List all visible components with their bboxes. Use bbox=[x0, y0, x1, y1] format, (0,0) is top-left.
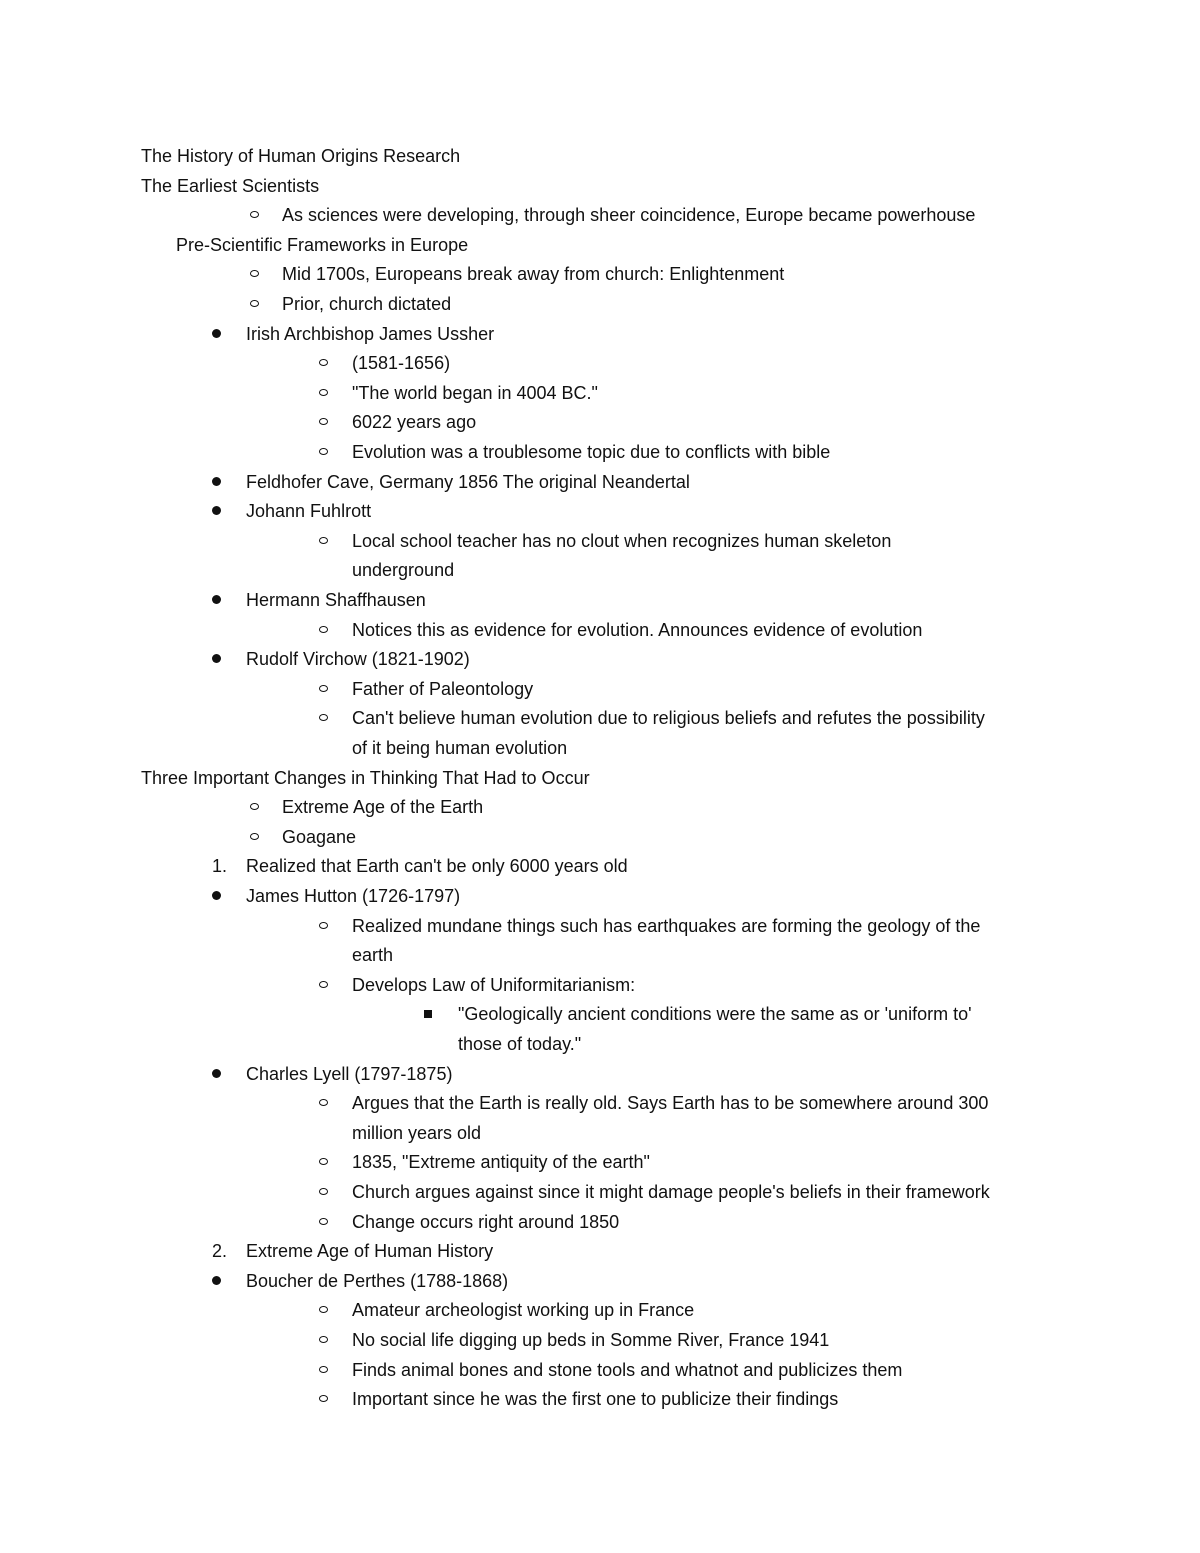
list-item-text: Local school teacher has no clout when recognizes human skeleton bbox=[352, 530, 892, 551]
list-item-text: Boucher de Perthes (1788-1868) bbox=[246, 1270, 509, 1291]
list-item-text: Prior, church dictated bbox=[282, 294, 452, 314]
bullet-ring-icon bbox=[319, 1395, 328, 1402]
document-line bbox=[0, 970, 1200, 1000]
bullet-ring-icon bbox=[319, 1366, 328, 1373]
list-item-text: Notices this as evidence for evolution. Announces evidence of evolution bbox=[352, 619, 923, 640]
bullet-ring-icon bbox=[250, 833, 259, 840]
bullet-ring-icon bbox=[319, 448, 328, 455]
heading-text: Three Important Changes in Thinking That Had to Occur bbox=[141, 767, 590, 788]
bullet-dot-icon bbox=[212, 654, 221, 663]
bullet-ring-icon bbox=[319, 981, 328, 988]
list-item-text: Amateur archeologist working up in France bbox=[352, 1300, 695, 1321]
list-item-text: As sciences were developing, through sheer coincidence, Europe became powerhouse bbox=[282, 205, 976, 226]
document-line bbox=[0, 763, 1200, 793]
list-item-text: Realized mundane things such has earthquakes are forming the geology of the bbox=[352, 915, 981, 936]
list-item-text: Can't believe human evolution due to religious beliefs and refutes the possibility bbox=[352, 708, 985, 729]
document-line bbox=[0, 1029, 1200, 1059]
bullet-ring-icon bbox=[319, 922, 328, 929]
bullet-dot-icon bbox=[212, 329, 221, 338]
document-line bbox=[0, 1177, 1200, 1207]
bullet-ring-icon bbox=[250, 300, 259, 307]
bullet-dot-icon bbox=[212, 891, 221, 900]
document-line bbox=[0, 200, 1200, 230]
list-item-text: Extreme Age of Human History bbox=[246, 1241, 494, 1262]
document-line bbox=[0, 1088, 1200, 1118]
list-item-text: "The world began in 4004 BC." bbox=[352, 382, 598, 403]
list-item-text: Goagane bbox=[282, 826, 357, 847]
document-line bbox=[0, 555, 1200, 585]
list-item-text: Father of Paleontology bbox=[352, 678, 534, 699]
bullet-ring-icon bbox=[319, 537, 328, 544]
list-item-text: Evolution was a troublesome topic due to conflicts with bible bbox=[352, 442, 831, 462]
document-line bbox=[0, 319, 1200, 349]
bullet-ring-icon bbox=[319, 1158, 328, 1165]
document-line bbox=[0, 851, 1200, 881]
document-line bbox=[0, 674, 1200, 704]
document-line bbox=[0, 644, 1200, 674]
list-item-text: 6022 years ago bbox=[352, 412, 477, 433]
document-line bbox=[0, 467, 1200, 497]
bullet-ring-icon bbox=[319, 418, 328, 425]
document-line bbox=[0, 289, 1200, 319]
list-item-text: underground bbox=[352, 560, 455, 581]
list-item-text: Feldhofer Cave, Germany 1856 The original Neandertal bbox=[246, 471, 690, 492]
list-item-text: Develops Law of Uniformitarianism: bbox=[352, 974, 636, 995]
document-line bbox=[0, 1059, 1200, 1089]
list-item-text: Hermann Shaffhausen bbox=[246, 590, 426, 610]
list-item-text: Johann Fuhlrott bbox=[246, 501, 372, 522]
list-item-text: (1581-1656) bbox=[352, 353, 451, 374]
bullet-dot-icon bbox=[212, 1276, 221, 1285]
list-item-text: 1835, "Extreme antiquity of the earth" bbox=[352, 1152, 650, 1173]
bullet-ring-icon bbox=[250, 270, 259, 277]
document-line bbox=[0, 1295, 1200, 1325]
document-line bbox=[0, 141, 1200, 171]
document-line bbox=[0, 703, 1200, 733]
document-line bbox=[0, 585, 1200, 615]
bullet-ring-icon bbox=[319, 389, 328, 396]
document-line bbox=[0, 1266, 1200, 1296]
list-item-text: Finds animal bones and stone tools and whatnot and publicizes them bbox=[352, 1359, 903, 1380]
document-line bbox=[0, 1207, 1200, 1237]
document-line bbox=[0, 1118, 1200, 1148]
document-line bbox=[0, 171, 1200, 201]
bullet-dot-icon bbox=[212, 506, 221, 515]
list-item-text: No social life digging up beds in Somme River, France 1941 bbox=[352, 1330, 830, 1350]
list-item-text: earth bbox=[352, 945, 394, 966]
list-item-text: Argues that the Earth is really old. Says Earth has to be somewhere around 300 bbox=[352, 1093, 989, 1114]
list-item-text: of it being human evolution bbox=[352, 738, 568, 758]
document-line bbox=[0, 407, 1200, 437]
document-line bbox=[0, 615, 1200, 645]
bullet-ring-icon bbox=[319, 359, 328, 366]
document-line bbox=[0, 733, 1200, 763]
bullet-square-icon bbox=[424, 1010, 432, 1018]
list-item-text: "Geologically ancient conditions were the same as or 'uniform to' bbox=[458, 1004, 972, 1025]
document-line bbox=[0, 526, 1200, 556]
list-item-text: those of today." bbox=[458, 1034, 582, 1054]
document-line bbox=[0, 940, 1200, 970]
bullet-ring-icon bbox=[319, 714, 328, 721]
bullet-dot-icon bbox=[212, 477, 221, 486]
list-item-text: Change occurs right around 1850 bbox=[352, 1211, 620, 1232]
list-item-text: Church argues against since it might damage people's beliefs in their framework bbox=[352, 1182, 990, 1202]
list-number: 2. bbox=[212, 1241, 228, 1262]
bullet-dot-icon bbox=[212, 1069, 221, 1078]
document-line bbox=[0, 230, 1200, 260]
list-item-text: Charles Lyell (1797-1875) bbox=[246, 1063, 453, 1084]
document-line bbox=[0, 259, 1200, 289]
document-line bbox=[0, 1236, 1200, 1266]
bullet-ring-icon bbox=[319, 626, 328, 633]
heading-text: Pre-Scientific Frameworks in Europe bbox=[176, 234, 469, 255]
heading-text: The History of Human Origins Research bbox=[141, 146, 461, 166]
document-line bbox=[0, 1325, 1200, 1355]
document-line bbox=[0, 348, 1200, 378]
bullet-ring-icon bbox=[319, 1218, 328, 1225]
bullet-ring-icon bbox=[250, 211, 259, 218]
bullet-ring-icon bbox=[319, 1188, 328, 1195]
document-line bbox=[0, 437, 1200, 467]
list-item-text: Extreme Age of the Earth bbox=[282, 797, 484, 818]
bullet-dot-icon bbox=[212, 595, 221, 604]
bullet-ring-icon bbox=[319, 1336, 328, 1343]
list-item-text: Mid 1700s, Europeans break away from church: Enlightenment bbox=[282, 264, 785, 285]
list-number: 1. bbox=[212, 856, 228, 877]
list-item-text: James Hutton (1726-1797) bbox=[246, 886, 461, 906]
document-line bbox=[0, 1147, 1200, 1177]
list-item-text: million years old bbox=[352, 1122, 482, 1143]
document-line bbox=[0, 822, 1200, 852]
list-item-text: Important since he was the first one to publicize their findings bbox=[352, 1389, 839, 1410]
bullet-ring-icon bbox=[319, 1099, 328, 1106]
list-item-text: Rudolf Virchow (1821-1902) bbox=[246, 649, 470, 670]
bullet-ring-icon bbox=[319, 685, 328, 692]
document-line bbox=[0, 999, 1200, 1029]
document-line bbox=[0, 496, 1200, 526]
bullet-ring-icon bbox=[250, 803, 259, 810]
document-line bbox=[0, 911, 1200, 941]
heading-text: The Earliest Scientists bbox=[141, 175, 320, 196]
document-line bbox=[0, 881, 1200, 911]
document-line bbox=[0, 378, 1200, 408]
list-item-text: Realized that Earth can't be only 6000 years old bbox=[246, 856, 628, 877]
bullet-ring-icon bbox=[319, 1306, 328, 1313]
document-line bbox=[0, 792, 1200, 822]
document-line bbox=[0, 1384, 1200, 1414]
document-line bbox=[0, 1355, 1200, 1385]
list-item-text: Irish Archbishop James Ussher bbox=[246, 323, 495, 344]
